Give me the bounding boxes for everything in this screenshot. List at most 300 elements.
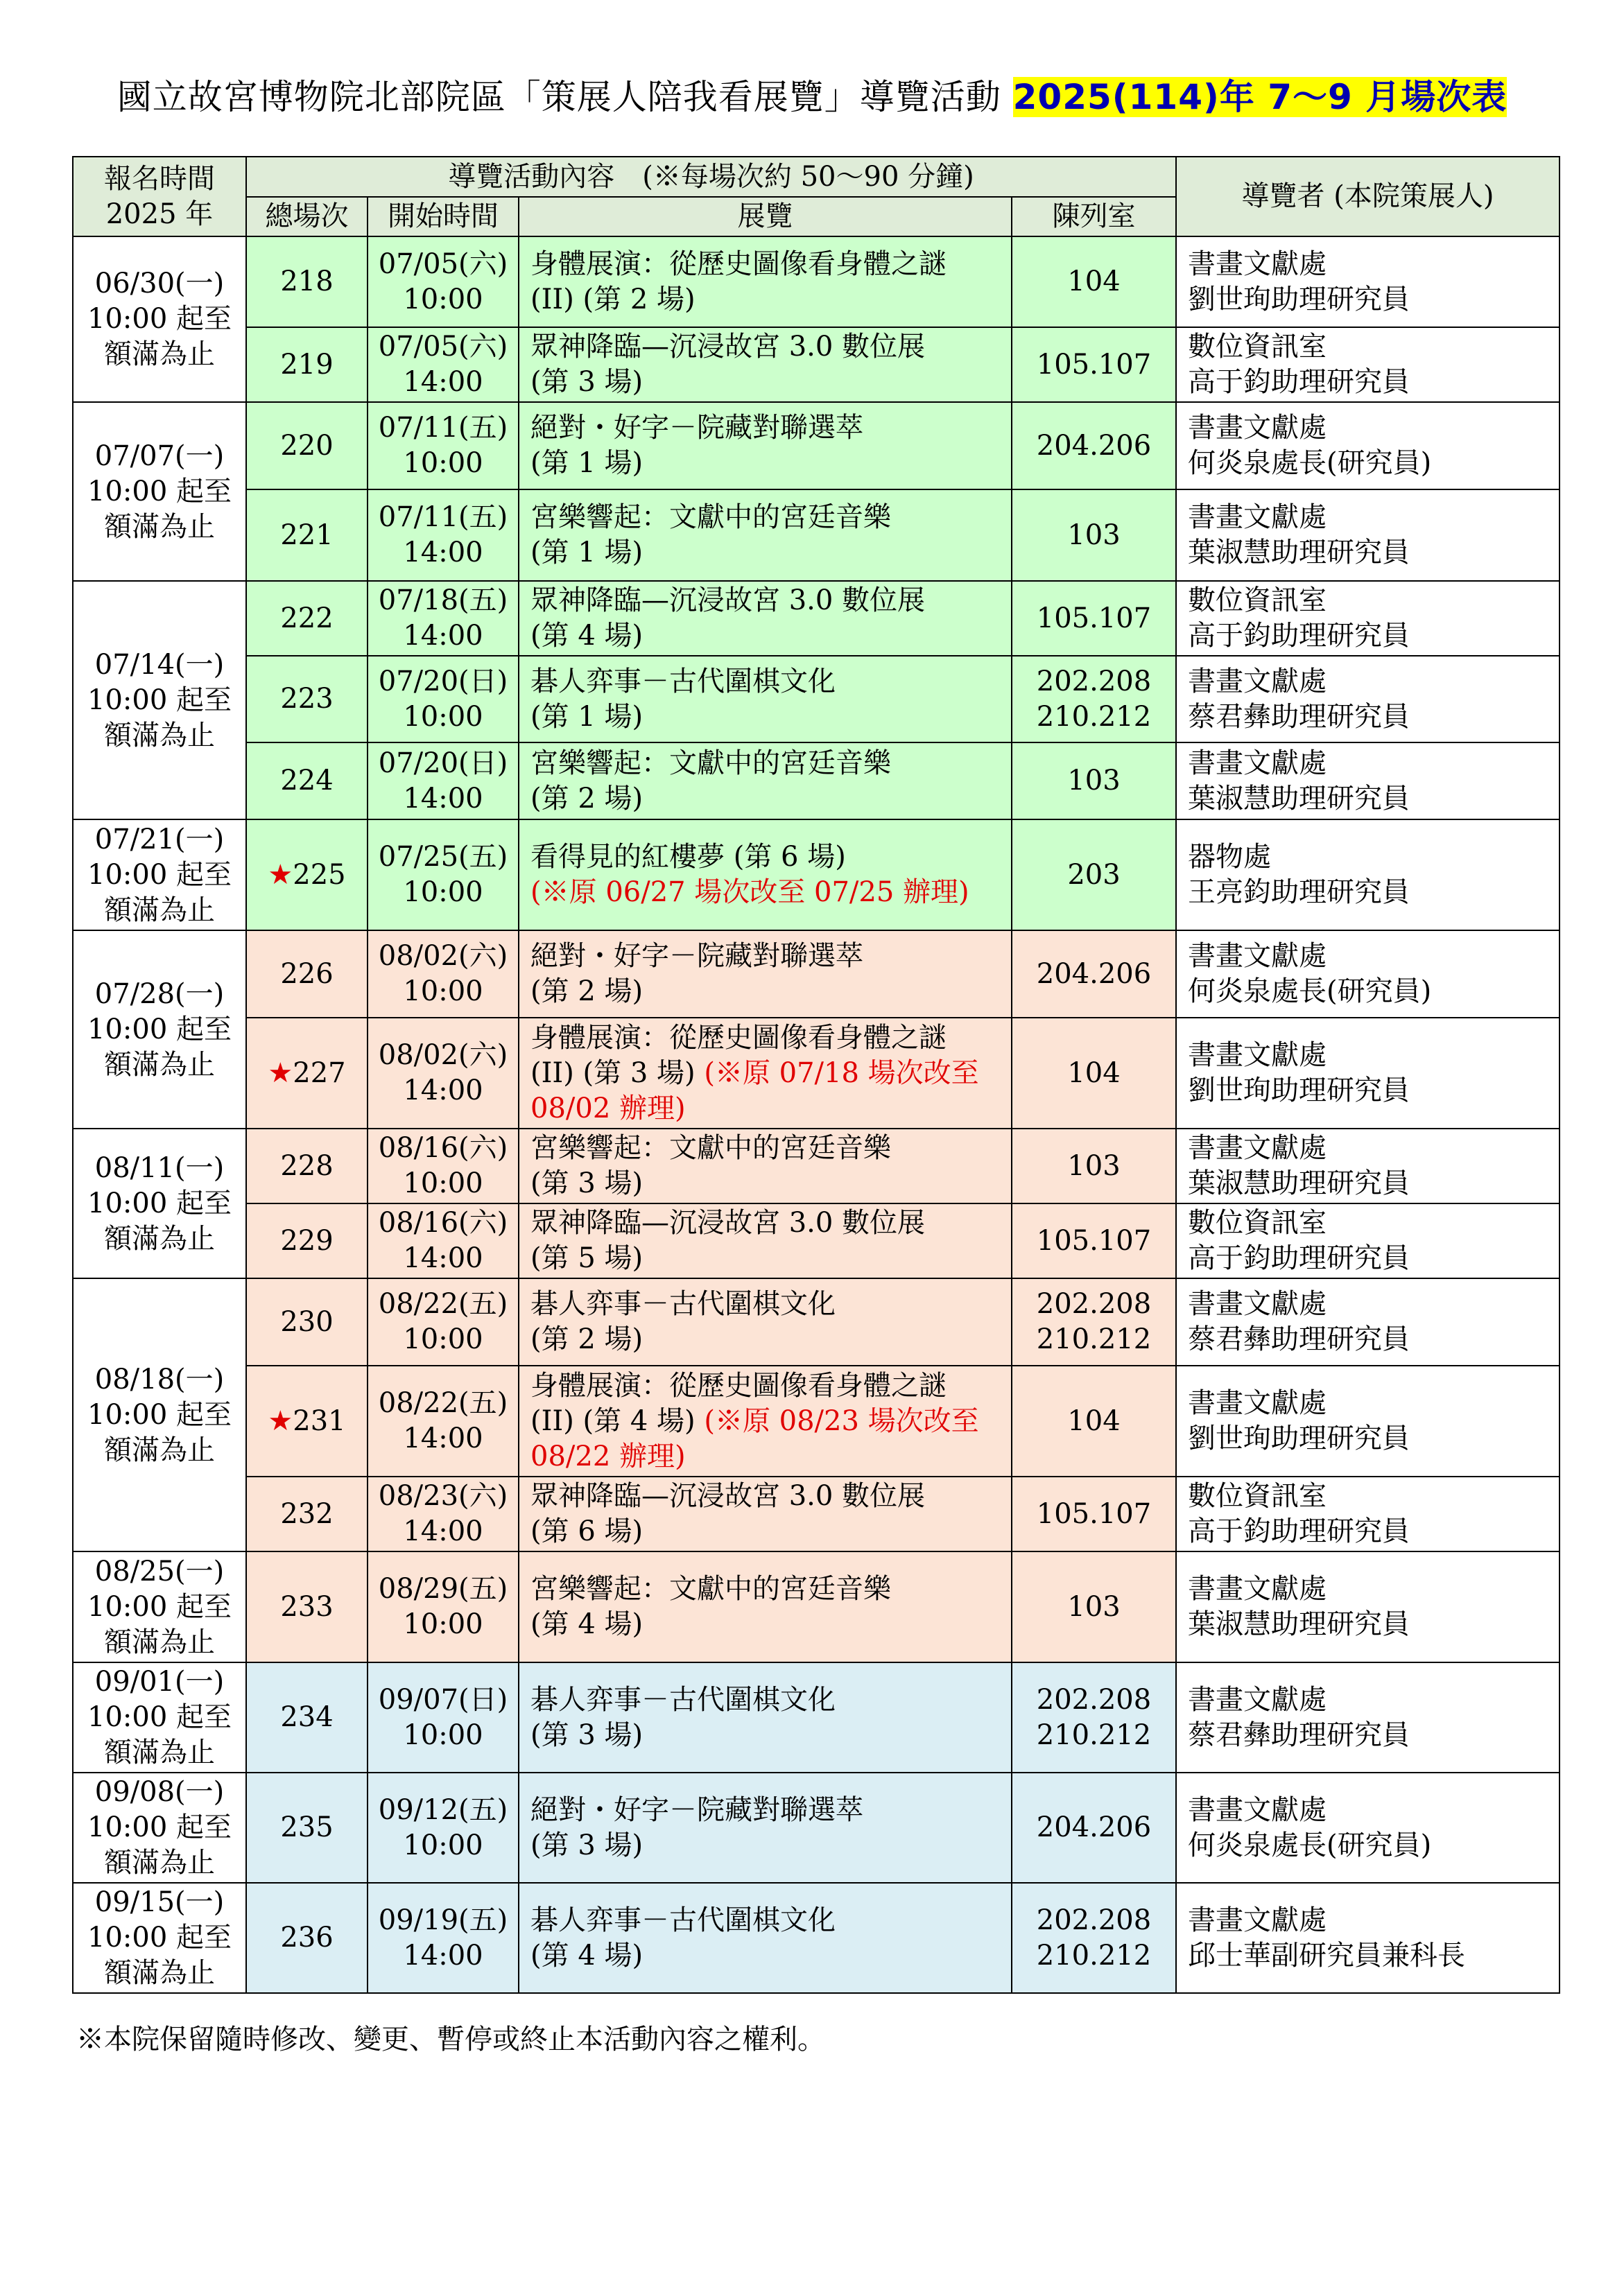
exhibition-line: (第 3 場): [530, 1719, 643, 1751]
session-number: 229: [280, 1224, 334, 1257]
start-time-cell: [368, 656, 519, 742]
star-icon: ★: [268, 1056, 293, 1089]
table-row: [73, 1366, 1560, 1477]
room-cell: [1012, 236, 1176, 327]
curator-name: 蔡君彝助理研究員: [1188, 1323, 1410, 1355]
session-number: 221: [280, 519, 334, 551]
table-row: [73, 656, 1560, 742]
exhibition-cell: [519, 1662, 1012, 1773]
curator-name: 劉世珣助理研究員: [1188, 1075, 1410, 1106]
start-date: 07/11(五): [378, 412, 508, 444]
registration-cell: [73, 819, 246, 930]
registration-line: 額滿為止: [104, 1626, 215, 1658]
table-row: [73, 819, 1560, 930]
registration-line: 07/14(一): [94, 648, 225, 681]
session-number-cell: [246, 1366, 368, 1477]
table-row: [73, 1662, 1560, 1773]
start-time-cell: [368, 402, 519, 489]
curator-name: 葉淑慧助理研究員: [1188, 1608, 1410, 1640]
table-row: [73, 402, 1560, 489]
curator-cell: [1176, 1203, 1560, 1278]
start-date: 08/02(六): [378, 940, 508, 972]
start-date: 07/25(五): [378, 841, 508, 873]
session-number: 218: [280, 266, 334, 297]
exhibition-cell: [519, 656, 1012, 742]
curator-cell: [1176, 1773, 1560, 1883]
curator-name: 蔡君彝助理研究員: [1188, 1719, 1410, 1751]
start-time-cell: [368, 489, 519, 581]
curator-department: 書畫文獻處: [1188, 940, 1327, 972]
session-number: 236: [280, 1922, 334, 1954]
session-number-cell: [246, 656, 368, 742]
curator-cell: [1176, 819, 1560, 930]
start-date: 09/12(五): [378, 1793, 508, 1826]
start-date: 07/20(日): [378, 665, 508, 697]
exhibition-line: 絕對・好字－院藏對聯選萃: [530, 1793, 863, 1826]
curator-cell: [1176, 489, 1560, 581]
room-number: 204.206: [1036, 429, 1152, 462]
curator-name: 高于鈞助理研究員: [1188, 1515, 1410, 1547]
exhibition-cell: [519, 1551, 1012, 1662]
registration-line: 07/21(一): [94, 823, 225, 855]
exhibition-line: 碁人弈事－古代圍棋文化: [530, 1904, 836, 1936]
registration-line: 10:00 起至: [87, 1398, 232, 1431]
room-cell: [1012, 742, 1176, 819]
room-cell: [1012, 1366, 1176, 1477]
table-row: [73, 489, 1560, 581]
curator-cell: [1176, 327, 1560, 402]
table-row: [73, 1477, 1560, 1551]
curator-department: 數位資訊室: [1188, 331, 1327, 363]
start-date: 09/19(五): [378, 1904, 508, 1936]
exhibition-line: (第 4 場): [530, 1939, 643, 1972]
registration-line: 額滿為止: [104, 1434, 215, 1466]
registration-line: 額滿為止: [104, 1737, 215, 1768]
exhibition-line: 宮樂響起：文獻中的宮廷音樂: [530, 747, 891, 779]
start-time: 14:00: [403, 620, 483, 652]
exhibition-line: (第 3 場): [530, 366, 643, 398]
room-number: 103: [1067, 1590, 1121, 1623]
start-time-cell: [368, 1129, 519, 1203]
room-number: 105.107: [1036, 348, 1152, 381]
header-content: 導覽活動內容 (※每場次約 50～90 分鐘): [246, 157, 1176, 197]
room-cell: [1012, 930, 1176, 1018]
registration-line: 09/15(一): [94, 1886, 225, 1918]
registration-line: 10:00 起至: [87, 858, 232, 891]
session-number-cell: [246, 1129, 368, 1203]
curator-name: 何炎泉處長(研究員): [1188, 447, 1432, 479]
registration-line: 額滿為止: [104, 338, 215, 370]
curator-name: 劉世珣助理研究員: [1188, 283, 1410, 315]
start-time-cell: [368, 1551, 519, 1662]
table-row: [73, 1278, 1560, 1366]
curator-name: 高于鈞助理研究員: [1188, 1242, 1410, 1274]
start-date: 07/05(六): [378, 331, 508, 363]
curator-department: 器物處: [1188, 841, 1271, 873]
curator-name: 劉世珣助理研究員: [1188, 1423, 1410, 1454]
session-number: 234: [280, 1701, 334, 1733]
curator-department: 書畫文獻處: [1188, 1683, 1327, 1716]
exhibition-line: 碁人弈事－古代圍棋文化: [530, 1683, 836, 1716]
registration-line: 額滿為止: [104, 1957, 215, 1989]
session-number: 219: [280, 348, 334, 381]
curator-department: 書畫文獻處: [1188, 501, 1327, 533]
exhibition-line: (II) (第 3 場): [530, 1056, 705, 1089]
exhibition-line: (第 3 場): [530, 1167, 643, 1199]
curator-name: 邱士華副研究員兼科長: [1188, 1939, 1465, 1972]
registration-line: 額滿為止: [104, 719, 215, 751]
room-cell: [1012, 1278, 1176, 1366]
start-time-cell: [368, 1278, 519, 1366]
session-number: 227: [293, 1056, 346, 1089]
session-number: 223: [280, 683, 334, 715]
curator-cell: [1176, 742, 1560, 819]
curator-cell: [1176, 1129, 1560, 1203]
curator-name: 何炎泉處長(研究員): [1188, 1829, 1432, 1861]
start-time-cell: [368, 1773, 519, 1883]
room-cell: [1012, 402, 1176, 489]
room-cell: [1012, 819, 1176, 930]
registration-line: 10:00 起至: [87, 475, 232, 507]
exhibition-line: (II) (第 2 場): [530, 283, 696, 315]
curator-department: 數位資訊室: [1188, 1207, 1327, 1239]
table-row: [73, 742, 1560, 819]
start-date: 07/20(日): [378, 747, 508, 779]
header-start-time: 開始時間: [368, 197, 519, 236]
start-date: 08/16(六): [378, 1132, 508, 1164]
start-date: 08/23(六): [378, 1480, 508, 1512]
exhibition-line: 碁人弈事－古代圍棋文化: [530, 1288, 836, 1320]
session-number-cell: [246, 819, 368, 930]
exhibition-cell: [519, 1883, 1012, 1993]
room-cell: [1012, 581, 1176, 656]
header-exhibition: 展覽: [519, 197, 1012, 236]
session-number-cell: [246, 1018, 368, 1129]
exhibition-cell: [519, 489, 1012, 581]
registration-cell: [73, 1883, 246, 1993]
exhibition-cell: [519, 327, 1012, 402]
room-number: 103: [1067, 1149, 1121, 1182]
room-number: 105.107: [1036, 1497, 1152, 1530]
registration-cell: [73, 581, 246, 819]
room-cell: [1012, 656, 1176, 742]
exhibition-line: 身體展演：從歷史圖像看身體之謎: [530, 1021, 947, 1054]
session-number-cell: [246, 402, 368, 489]
registration-cell: [73, 1278, 246, 1551]
curator-cell: [1176, 1366, 1560, 1477]
exhibition-line: 宮樂響起：文獻中的宮廷音樂: [530, 501, 891, 533]
room-number: 203: [1067, 858, 1121, 891]
session-number-cell: [246, 1551, 368, 1662]
table-row: [73, 1551, 1560, 1662]
curator-department: 書畫文獻處: [1188, 665, 1327, 697]
start-time: 14:00: [403, 1515, 483, 1547]
start-time: 14:00: [403, 782, 483, 815]
session-number: 230: [280, 1305, 334, 1338]
room-cell: [1012, 1018, 1176, 1129]
start-time: 10:00: [403, 1829, 483, 1861]
exhibition-line: 眾神降臨—沉浸故宮 3.0 數位展: [530, 584, 926, 616]
start-time-cell: [368, 236, 519, 327]
registration-line: 10:00 起至: [87, 1013, 232, 1045]
room-number: 105.107: [1036, 1224, 1152, 1257]
curator-department: 書畫文獻處: [1188, 1132, 1327, 1164]
start-time: 10:00: [403, 447, 483, 479]
exhibition-cell: [519, 930, 1012, 1018]
room-number: 105.107: [1036, 602, 1152, 634]
curator-cell: [1176, 1477, 1560, 1551]
room-number: 210.212: [1036, 1719, 1152, 1751]
room-number: 202.208: [1036, 1288, 1152, 1320]
start-time-cell: [368, 742, 519, 819]
header-session: 總場次: [246, 197, 368, 236]
exhibition-cell: [519, 1366, 1012, 1477]
table-row: [73, 1018, 1560, 1129]
exhibition-cell: [519, 1773, 1012, 1883]
start-time: 10:00: [403, 700, 483, 733]
registration-line: 10:00 起至: [87, 1701, 232, 1733]
curator-cell: [1176, 1018, 1560, 1129]
start-date: 09/07(日): [378, 1683, 508, 1716]
exhibition-line: (第 2 場): [530, 975, 643, 1007]
registration-line: 額滿為止: [104, 1222, 215, 1255]
start-time: 10:00: [403, 1323, 483, 1355]
exhibition-line: (第 4 場): [530, 1608, 643, 1640]
exhibition-line: (第 5 場): [530, 1242, 643, 1274]
curator-department: 數位資訊室: [1188, 584, 1327, 616]
registration-line: 額滿為止: [104, 510, 215, 543]
room-number: 210.212: [1036, 1939, 1152, 1972]
exhibition-cell: [519, 1278, 1012, 1366]
room-cell: [1012, 1551, 1176, 1662]
registration-line: 10:00 起至: [87, 303, 232, 335]
session-number-cell: [246, 327, 368, 402]
start-time-cell: [368, 930, 519, 1018]
curator-department: 書畫文獻處: [1188, 1387, 1327, 1419]
exhibition-cell: [519, 1203, 1012, 1278]
start-time: 10:00: [403, 283, 483, 315]
curator-department: 書畫文獻處: [1188, 747, 1327, 779]
session-number-cell: [246, 1883, 368, 1993]
curator-department: 書畫文獻處: [1188, 1904, 1327, 1936]
room-number: 202.208: [1036, 1904, 1152, 1936]
start-date: 07/05(六): [378, 247, 508, 280]
start-date: 08/29(五): [378, 1573, 508, 1605]
exhibition-cell: [519, 402, 1012, 489]
curator-name: 葉淑慧助理研究員: [1188, 537, 1410, 568]
registration-line: 額滿為止: [104, 1048, 215, 1081]
header-registration: 報名時間 2025 年: [73, 157, 246, 236]
exhibition-cell: [519, 819, 1012, 930]
table-row: [73, 581, 1560, 656]
curator-cell: [1176, 1278, 1560, 1366]
curator-cell: [1176, 1883, 1560, 1993]
schedule-table: [72, 156, 1560, 1994]
curator-cell: [1176, 1662, 1560, 1773]
session-number: 232: [280, 1497, 334, 1530]
session-number: 228: [280, 1149, 334, 1182]
exhibition-line: 身體展演：從歷史圖像看身體之謎: [530, 1369, 947, 1402]
room-number: 204.206: [1036, 1811, 1152, 1843]
room-number: 202.208: [1036, 665, 1152, 697]
exhibition-line: 身體展演：從歷史圖像看身體之謎: [530, 247, 947, 280]
registration-line: 09/08(一): [94, 1776, 225, 1808]
start-time: 10:00: [403, 975, 483, 1007]
registration-cell: [73, 1129, 246, 1278]
table-row: [73, 327, 1560, 402]
curator-department: 書畫文獻處: [1188, 1288, 1327, 1320]
start-time: 14:00: [403, 366, 483, 398]
room-cell: [1012, 1203, 1176, 1278]
start-time-cell: [368, 819, 519, 930]
session-number: 224: [280, 765, 334, 797]
start-time-cell: [368, 1018, 519, 1129]
change-note: (※原 06/27 場次改至 07/25 辦理): [530, 876, 969, 908]
room-number: 104: [1067, 266, 1121, 297]
session-number: 220: [280, 429, 334, 462]
exhibition-line: (II) (第 4 場): [530, 1404, 705, 1437]
start-date: 08/22(五): [378, 1288, 508, 1320]
session-number: 233: [280, 1590, 334, 1623]
header-room: 陳列室: [1012, 197, 1176, 236]
registration-line: 08/11(一): [94, 1151, 225, 1184]
registration-line: 07/28(一): [94, 977, 225, 1010]
start-time: 10:00: [403, 1608, 483, 1640]
room-number: 104: [1067, 1404, 1121, 1437]
exhibition-line: 眾神降臨—沉浸故宮 3.0 數位展: [530, 331, 926, 363]
curator-cell: [1176, 930, 1560, 1018]
exhibition-cell: [519, 236, 1012, 327]
exhibition-line: 碁人弈事－古代圍棋文化: [530, 665, 836, 697]
start-date: 08/22(五): [378, 1387, 508, 1419]
room-number: 103: [1067, 765, 1121, 797]
curator-name: 蔡君彝助理研究員: [1188, 700, 1410, 733]
exhibition-line: (第 3 場): [530, 1829, 643, 1861]
exhibition-line: (第 1 場): [530, 447, 643, 479]
registration-line: 08/25(一): [94, 1555, 225, 1588]
exhibition-line: 眾神降臨—沉浸故宮 3.0 數位展: [530, 1480, 926, 1512]
table-row: [73, 1773, 1560, 1883]
exhibition-line: (第 1 場): [530, 537, 643, 568]
session-number-cell: [246, 1203, 368, 1278]
curator-cell: [1176, 402, 1560, 489]
exhibition-cell: [519, 1477, 1012, 1551]
curator-cell: [1176, 656, 1560, 742]
session-number-cell: [246, 1278, 368, 1366]
registration-line: 10:00 起至: [87, 1922, 232, 1954]
session-number-cell: [246, 930, 368, 1018]
registration-line: 10:00 起至: [87, 1811, 232, 1843]
title-highlight: 2025(114)年 7～9 月場次表: [1012, 77, 1508, 117]
curator-cell: [1176, 1551, 1560, 1662]
curator-name: 何炎泉處長(研究員): [1188, 975, 1432, 1007]
room-number: 104: [1067, 1056, 1121, 1089]
exhibition-line: (第 4 場): [530, 620, 643, 652]
exhibition-line: (第 6 場): [530, 1515, 643, 1547]
registration-cell: [73, 1551, 246, 1662]
page-title: [0, 69, 1624, 119]
title-main: 國立故宮博物院北部院區「策展人陪我看展覽」導覽活動: [116, 77, 1013, 117]
registration-line: 額滿為止: [104, 1847, 215, 1879]
start-time-cell: [368, 1203, 519, 1278]
start-date: 07/18(五): [378, 584, 508, 616]
exhibition-cell: [519, 742, 1012, 819]
session-number: 222: [280, 602, 334, 634]
exhibition-line: 絕對・好字－院藏對聯選萃: [530, 940, 863, 972]
exhibition-line: (第 2 場): [530, 1323, 643, 1355]
start-date: 08/02(六): [378, 1039, 508, 1071]
start-time-cell: [368, 1662, 519, 1773]
registration-cell: [73, 1773, 246, 1883]
curator-department: 書畫文獻處: [1188, 412, 1327, 444]
registration-cell: [73, 930, 246, 1129]
exhibition-cell: [519, 1129, 1012, 1203]
table-row: [73, 1129, 1560, 1203]
exhibition-line: 宮樂響起：文獻中的宮廷音樂: [530, 1132, 891, 1164]
start-time: 14:00: [403, 1423, 483, 1454]
registration-line: 10:00 起至: [87, 684, 232, 716]
exhibition-line: 宮樂響起：文獻中的宮廷音樂: [530, 1573, 891, 1605]
start-time: 14:00: [403, 1075, 483, 1106]
session-number-cell: [246, 489, 368, 581]
room-number: 202.208: [1036, 1683, 1152, 1716]
session-number-cell: [246, 742, 368, 819]
session-number: 225: [293, 858, 346, 891]
exhibition-cell: [519, 1018, 1012, 1129]
curator-name: 葉淑慧助理研究員: [1188, 1167, 1410, 1199]
start-time-cell: [368, 1366, 519, 1477]
curator-department: 書畫文獻處: [1188, 1573, 1327, 1605]
registration-line: 07/07(一): [94, 440, 225, 472]
curator-name: 王亮鈞助理研究員: [1188, 876, 1410, 908]
room-number: 210.212: [1036, 1323, 1152, 1355]
room-cell: [1012, 1477, 1176, 1551]
start-date: 07/11(五): [378, 501, 508, 533]
start-time: 10:00: [403, 876, 483, 908]
star-icon: ★: [268, 1404, 293, 1437]
room-cell: [1012, 1662, 1176, 1773]
exhibition-line: 眾神降臨—沉浸故宮 3.0 數位展: [530, 1207, 926, 1239]
curator-name: 葉淑慧助理研究員: [1188, 782, 1410, 815]
registration-cell: [73, 1662, 246, 1773]
room-number: 204.206: [1036, 957, 1152, 990]
session-number-cell: [246, 1773, 368, 1883]
room-number: 103: [1067, 519, 1121, 551]
start-time: 10:00: [403, 1167, 483, 1199]
start-time-cell: [368, 1883, 519, 1993]
start-time-cell: [368, 1477, 519, 1551]
room-cell: [1012, 327, 1176, 402]
start-time: 14:00: [403, 1242, 483, 1274]
registration-line: 09/01(一): [94, 1666, 225, 1698]
exhibition-line: (第 2 場): [530, 782, 643, 815]
exhibition-line: 看得見的紅樓夢 (第 6 場): [530, 841, 846, 873]
exhibition-line: 絕對・好字－院藏對聯選萃: [530, 412, 863, 444]
curator-name: 高于鈞助理研究員: [1188, 620, 1410, 652]
curator-department: 書畫文獻處: [1188, 1793, 1327, 1826]
change-note: (※原 07/18 場次改至 08/02 辦理): [530, 1056, 979, 1124]
room-number: 210.212: [1036, 700, 1152, 733]
registration-line: 08/18(一): [94, 1363, 225, 1395]
header-curator: 導覽者 (本院策展人): [1176, 157, 1560, 236]
session-number: 226: [280, 957, 334, 990]
session-number-cell: [246, 1477, 368, 1551]
curator-name: 高于鈞助理研究員: [1188, 366, 1410, 398]
curator-cell: [1176, 581, 1560, 656]
start-time: 14:00: [403, 537, 483, 568]
session-number-cell: [246, 1662, 368, 1773]
start-date: 08/16(六): [378, 1207, 508, 1239]
